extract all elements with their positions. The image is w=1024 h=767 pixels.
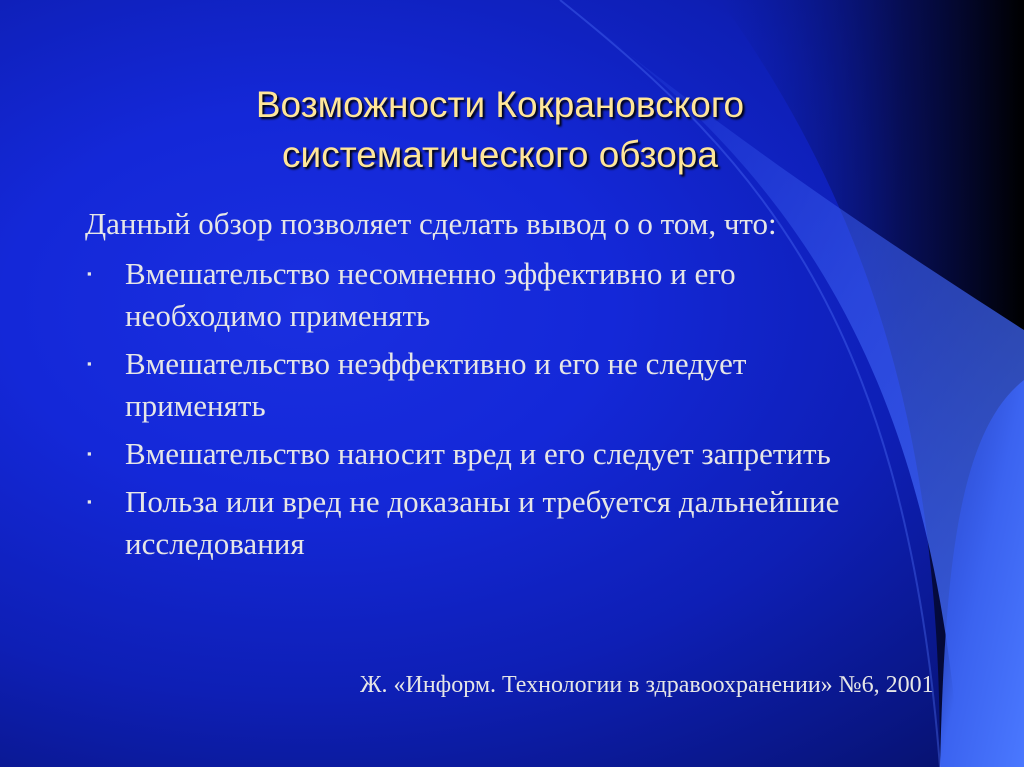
bullet-text-line: применять <box>125 388 266 423</box>
bullet-text-line: необходимо применять <box>125 298 431 333</box>
bullet-text-line: исследования <box>125 526 305 561</box>
bullet-text-line: Вмешательство наносит вред и его следует запретить <box>125 436 831 471</box>
intro-text: Данный обзор позволяет сделать вывод о о том, что: <box>85 206 777 241</box>
title-line-1: Возможности Кокрановского <box>255 84 745 125</box>
square-bullet-icon: ▪ <box>87 356 92 371</box>
bullet-item <box>85 481 945 565</box>
slide-title <box>150 80 850 180</box>
bullet-text-line: Вмешательство несомненно эффективно и его <box>125 256 736 291</box>
slide-body <box>85 203 945 571</box>
square-bullet-icon: ▪ <box>87 266 92 281</box>
square-bullet-icon: ▪ <box>87 446 92 461</box>
bullet-item <box>85 253 945 337</box>
bullet-item <box>85 343 945 427</box>
square-bullet-icon: ▪ <box>87 494 92 509</box>
bullet-text-line: Польза или вред не доказаны и требуется дальнейшие <box>125 484 840 519</box>
bullet-item <box>85 433 945 475</box>
title-line-2: систематического обзора <box>282 134 718 175</box>
source-citation: Ж. «Информ. Технологии в здравоохранении» №6, 2001 <box>360 672 934 698</box>
bullet-text-line: Вмешательство неэффективно и его не следует <box>125 346 747 381</box>
